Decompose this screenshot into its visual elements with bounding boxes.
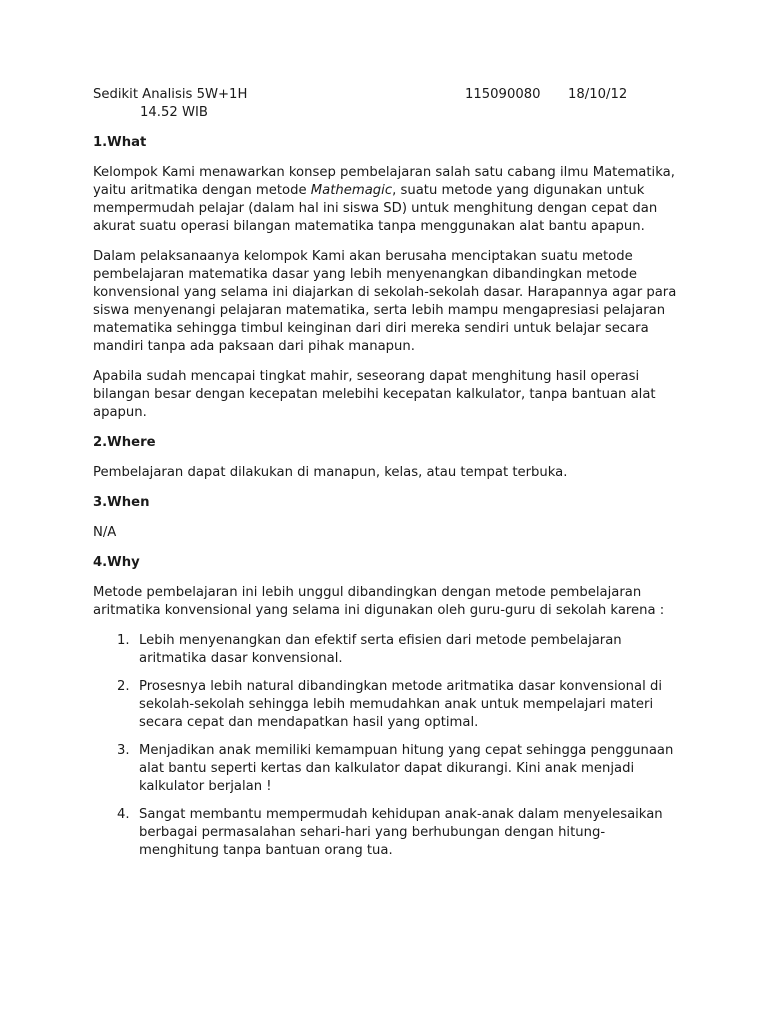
- list-item-text: Lebih menyenangkan dan efektif serta efisien dari metode pembelajaran aritmatika dasar konvensional.: [139, 633, 622, 666]
- list-item-number: 2.: [117, 679, 130, 694]
- heading-why: 4.Why: [93, 555, 140, 570]
- list-item-text: Menjadikan anak memiliki kemampuan hitung yang cepat sehingga penggunaan alat bantu seperti kertas dan kalkulator dapat dikurangi. Kini anak menjadi kalkulator berjalan !: [139, 743, 674, 794]
- heading-where: 2.Where: [93, 435, 156, 450]
- list-item: [93, 742, 683, 796]
- what-p1-after: , suatu metode yang digunakan untuk mempermudah pelajar (dalam hal ini siswa SD) untuk menghitung dengan cepat dan akurat suatu operasi bilangan matematika tanpa menggunakan alat bantu apapun.: [93, 183, 658, 234]
- mathemagic-term: Mathemagic: [310, 183, 393, 198]
- what-paragraph-1: [93, 164, 683, 236]
- document-date: 18/10/12: [568, 87, 628, 102]
- what-paragraph-2: Dalam pelaksanaanya kelompok Kami akan berusaha menciptakan suatu metode pembelajaran matematika dasar yang lebih menyenangkan dibandingkan metode konvensional yang selama ini diajarkan di sekolah-sekolah dasar. Harapannya agar para siswa menyenangi pelajaran matematika, serta lebih mampu mengapresiasi pelajaran matematika sehingga timbul keinginan dari diri mereka sendiri untuk belajar secara mandiri tanpa ada paksaan dari pihak manapun.: [93, 249, 677, 354]
- student-id: 115090080: [465, 87, 541, 102]
- list-item-text: Sangat membantu mempermudah kehidupan anak-anak dalam menyelesaikan berbagai permasalahan sehari-hari yang berhubungan dengan hitung-menghitung tanpa bantuan orang tua.: [139, 807, 663, 858]
- why-reasons-list: [93, 632, 683, 860]
- list-item-number: 4.: [117, 807, 130, 822]
- list-item: [93, 632, 683, 668]
- document-body: [93, 134, 683, 870]
- where-paragraph-1: Pembelajaran dapat dilakukan di manapun, kelas, atau tempat terbuka.: [93, 465, 568, 480]
- list-item-number: 1.: [117, 633, 130, 648]
- when-paragraph-1: N/A: [93, 525, 117, 540]
- document-time: 14.52 WIB: [140, 105, 208, 120]
- list-item-number: 3.: [117, 743, 130, 758]
- what-p1-before: Kelompok Kami menawarkan konsep pembelajaran salah satu cabang ilmu Matematika, yaitu aritmatika dengan metode: [93, 165, 675, 198]
- heading-when: 3.When: [93, 495, 150, 510]
- list-item: [93, 678, 683, 732]
- list-item-text: Prosesnya lebih natural dibandingkan metode aritmatika dasar konvensional di sekolah-sekolah sehingga lebih memudahkan anak untuk mempelajari materi secara cepat dan mendapatkan hasil yang optimal.: [139, 679, 663, 730]
- document-header: [93, 86, 693, 104]
- why-paragraph-1: Metode pembelajaran ini lebih unggul dibandingkan dengan metode pembelajaran aritmatika konvensional yang selama ini digunakan oleh guru-guru di sekolah karena :: [93, 585, 665, 618]
- heading-what: 1.What: [93, 135, 147, 150]
- what-paragraph-3: Apabila sudah mencapai tingkat mahir, seseorang dapat menghitung hasil operasi bilangan besar dengan kecepatan melebihi kecepatan kalkulator, tanpa bantuan alat apapun.: [93, 369, 656, 420]
- document-title: Sedikit Analisis 5W+1H: [93, 87, 248, 102]
- list-item: [93, 806, 683, 860]
